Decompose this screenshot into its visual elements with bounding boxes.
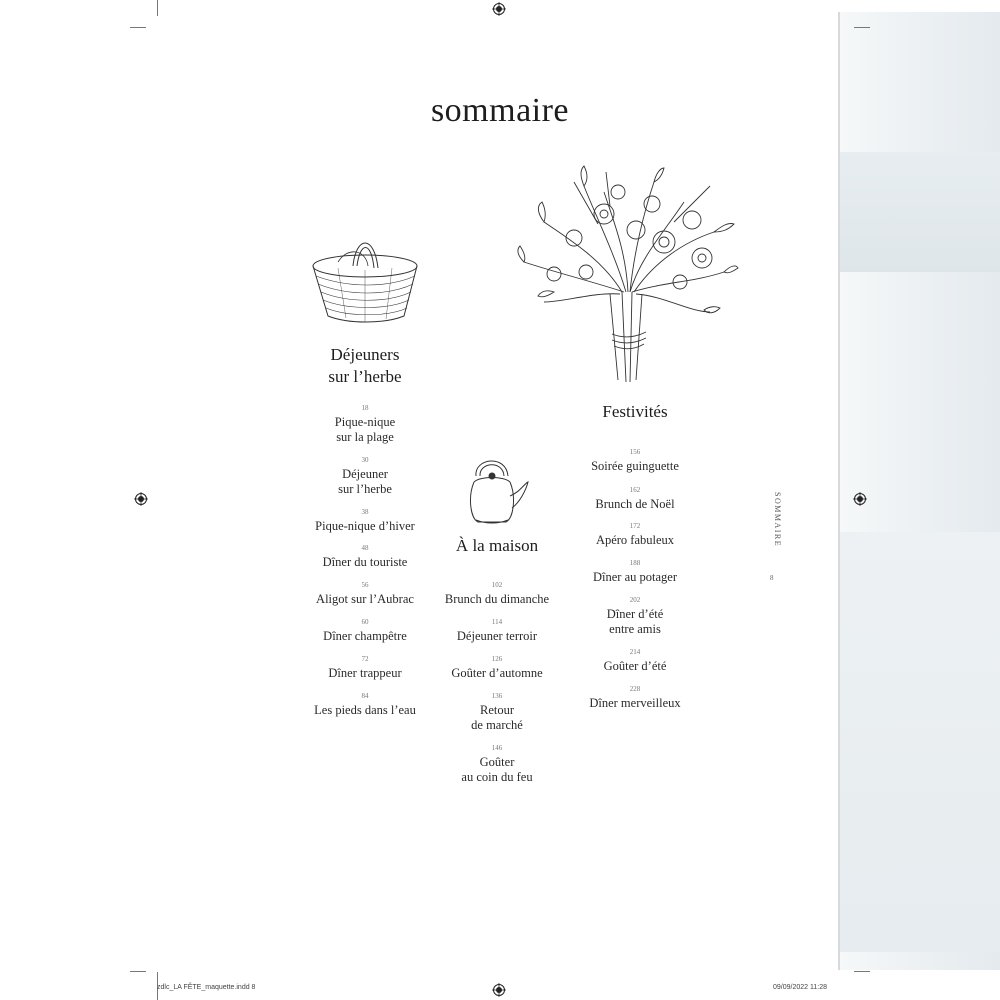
toc-page-number: 102 [491, 581, 503, 589]
toc-page-number: 60 [361, 618, 369, 626]
registration-mark-icon [853, 492, 867, 506]
toc-entry[interactable] [290, 544, 440, 570]
toc-entry[interactable] [560, 522, 710, 548]
toc-entry-title: Goûter d’automne [451, 666, 543, 680]
toc-entry-title: Brunch du dimanche [444, 592, 550, 606]
toc-entry-title: Pique-nique [334, 415, 396, 429]
toc-entry-title: Pique-nique d’hiver [315, 519, 415, 533]
toc-entry[interactable] [290, 581, 440, 607]
section-title: Déjeuners sur l’herbe [328, 345, 402, 386]
toc-entry[interactable] [560, 596, 710, 637]
toc-entry[interactable] [422, 692, 572, 733]
crop-mark [130, 27, 146, 28]
slug-date: 09/09/2022 11:28 [773, 984, 827, 991]
slug-filename: zdlc_LA FÊTE_maquette.indd 8 [157, 984, 256, 991]
crop-mark [130, 971, 146, 972]
page-title: sommaire [430, 92, 570, 129]
toc-entry-title-line2: entre amis [609, 622, 661, 636]
toc-page-number: 18 [361, 404, 369, 412]
toc-page-number: 56 [361, 581, 369, 589]
toc-entry-title: Dîner au potager [593, 570, 677, 584]
page-spine [838, 12, 840, 970]
toc-entry-title: Goûter [479, 755, 515, 769]
toc-entry-title: Les pieds dans l’eau [314, 703, 416, 717]
registration-mark-icon [134, 492, 148, 506]
toc-entry-title-line2: sur la plage [336, 430, 394, 444]
toc-entry-title: Dîner du touriste [322, 555, 408, 569]
adjacent-page-photo [838, 12, 1000, 970]
toc-entry-title: Soirée guinguette [591, 459, 679, 473]
toc-entry-title: Dîner champêtre [323, 629, 407, 643]
toc-entry[interactable] [560, 448, 710, 474]
page-number: 8 [770, 574, 774, 582]
crop-mark [854, 27, 870, 28]
toc-entry[interactable] [422, 618, 572, 644]
toc-entry[interactable] [290, 404, 440, 445]
toc-page-number: 172 [629, 522, 641, 530]
section-dejeuners [290, 0, 440, 1000]
toc-page-number: 72 [361, 655, 369, 663]
toc-page-number: 146 [491, 744, 503, 752]
toc-entry-title: Goûter d’été [603, 659, 667, 673]
toc-entry[interactable] [290, 456, 440, 497]
toc-page-number: 136 [491, 692, 503, 700]
toc-entry-title: Déjeuner terroir [456, 629, 538, 643]
toc-page-number: 202 [629, 596, 641, 604]
toc-entry-title: Dîner trappeur [328, 666, 402, 680]
toc-entry-title: Retour [479, 703, 515, 717]
section-maison [422, 0, 572, 1000]
toc-entry-title-line2: de marché [471, 718, 523, 732]
running-head: SOMMAIRE [773, 492, 782, 548]
toc-page-number: 188 [629, 559, 641, 567]
toc-entry[interactable] [290, 618, 440, 644]
toc-page-number: 84 [361, 692, 369, 700]
toc-page-number: 162 [629, 486, 641, 494]
toc-entry-title: Aligot sur l’Aubrac [316, 592, 414, 606]
section-title: Festivités [602, 402, 668, 421]
toc-page-number: 156 [629, 448, 641, 456]
toc-entry-title: Apéro fabuleux [595, 533, 675, 547]
toc-page-number: 228 [629, 685, 641, 693]
toc-entry-title: Brunch de Noël [595, 497, 675, 511]
toc-entry[interactable] [560, 648, 710, 674]
toc-entry-title: Dîner merveilleux [589, 696, 681, 710]
toc-page-number: 114 [491, 618, 503, 626]
toc-entry[interactable] [422, 655, 572, 681]
toc-page-number: 214 [629, 648, 641, 656]
section-festivites [560, 0, 710, 1000]
toc-page-number: 30 [361, 456, 369, 464]
crop-mark [157, 0, 158, 16]
toc-page-number: 48 [361, 544, 369, 552]
toc-entry-title-line2: sur l’herbe [338, 482, 392, 496]
toc-entry[interactable] [290, 655, 440, 681]
toc-entry[interactable] [560, 685, 710, 711]
toc-entry[interactable] [560, 559, 710, 585]
toc-entry[interactable] [422, 581, 572, 607]
section-title: À la maison [455, 536, 539, 555]
crop-mark [854, 971, 870, 972]
toc-page-number: 126 [491, 655, 503, 663]
toc-entry[interactable] [290, 508, 440, 534]
toc-entry[interactable] [290, 692, 440, 718]
toc-entry-title: Dîner d’été [606, 607, 664, 621]
toc-entry-title: Déjeuner [342, 467, 388, 481]
toc-entry[interactable] [422, 744, 572, 785]
toc-entry[interactable] [560, 486, 710, 512]
toc-entry-title-line2: au coin du feu [461, 770, 533, 784]
toc-page-number: 38 [361, 508, 369, 516]
